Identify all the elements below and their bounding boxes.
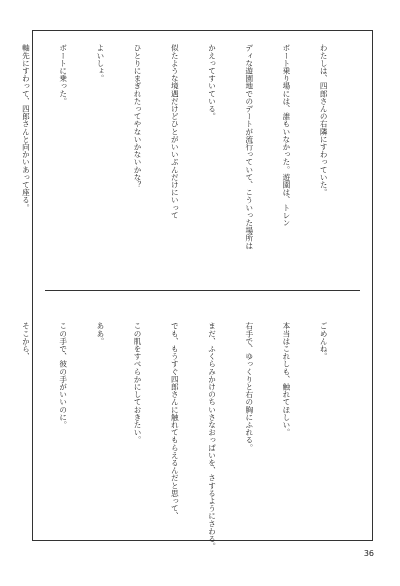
text-line: ああ。 xyxy=(95,322,105,345)
text-line: この肌をすべらかにしておきたい。 xyxy=(133,322,143,444)
text-line: この手で、彼の手がいいのに。 xyxy=(58,322,68,429)
text-line: 軸先にすわって、四郎さんと向かいあって座る。 xyxy=(21,44,31,212)
text-line: 似たような境遇だけどひとがいいぶんだけにいって xyxy=(170,44,180,219)
text-line: かえってすいている。 xyxy=(207,44,217,120)
text-line: でも、もうすぐ四郎さんに触れてもらえるんだと思って、 xyxy=(170,322,180,520)
text-line: 本当はこれしも、触れてほしい。 xyxy=(281,322,291,436)
text-block-bottom xyxy=(21,322,354,550)
text-line: ごめんね。 xyxy=(319,322,329,360)
text-line: ボートに乗った。 xyxy=(58,44,68,105)
section-divider xyxy=(45,290,360,291)
page-number: 36 xyxy=(363,549,374,558)
text-line: ディな遊園地でのデートが流行っていて、こういった場所は xyxy=(244,44,254,250)
text-line: わたしは、四郎さんの右隣にすわっていた。 xyxy=(319,44,329,196)
text-line: ひとりにまぎれたってやないかないかな？ xyxy=(133,44,143,189)
text-line: よいしょ。 xyxy=(95,44,105,82)
text-block-top xyxy=(21,44,354,279)
text-line: まだ、ふくらみかけのちいさなおっぱいを、さするようにさわる。 xyxy=(207,322,217,550)
text-line: そこから、 xyxy=(21,322,31,360)
text-line: 右手で、ゆっくりと右の胸にふれる。 xyxy=(244,322,254,452)
text-line: ボート乗り場には、誰もいなかった。遊園は、トレン xyxy=(281,44,291,227)
